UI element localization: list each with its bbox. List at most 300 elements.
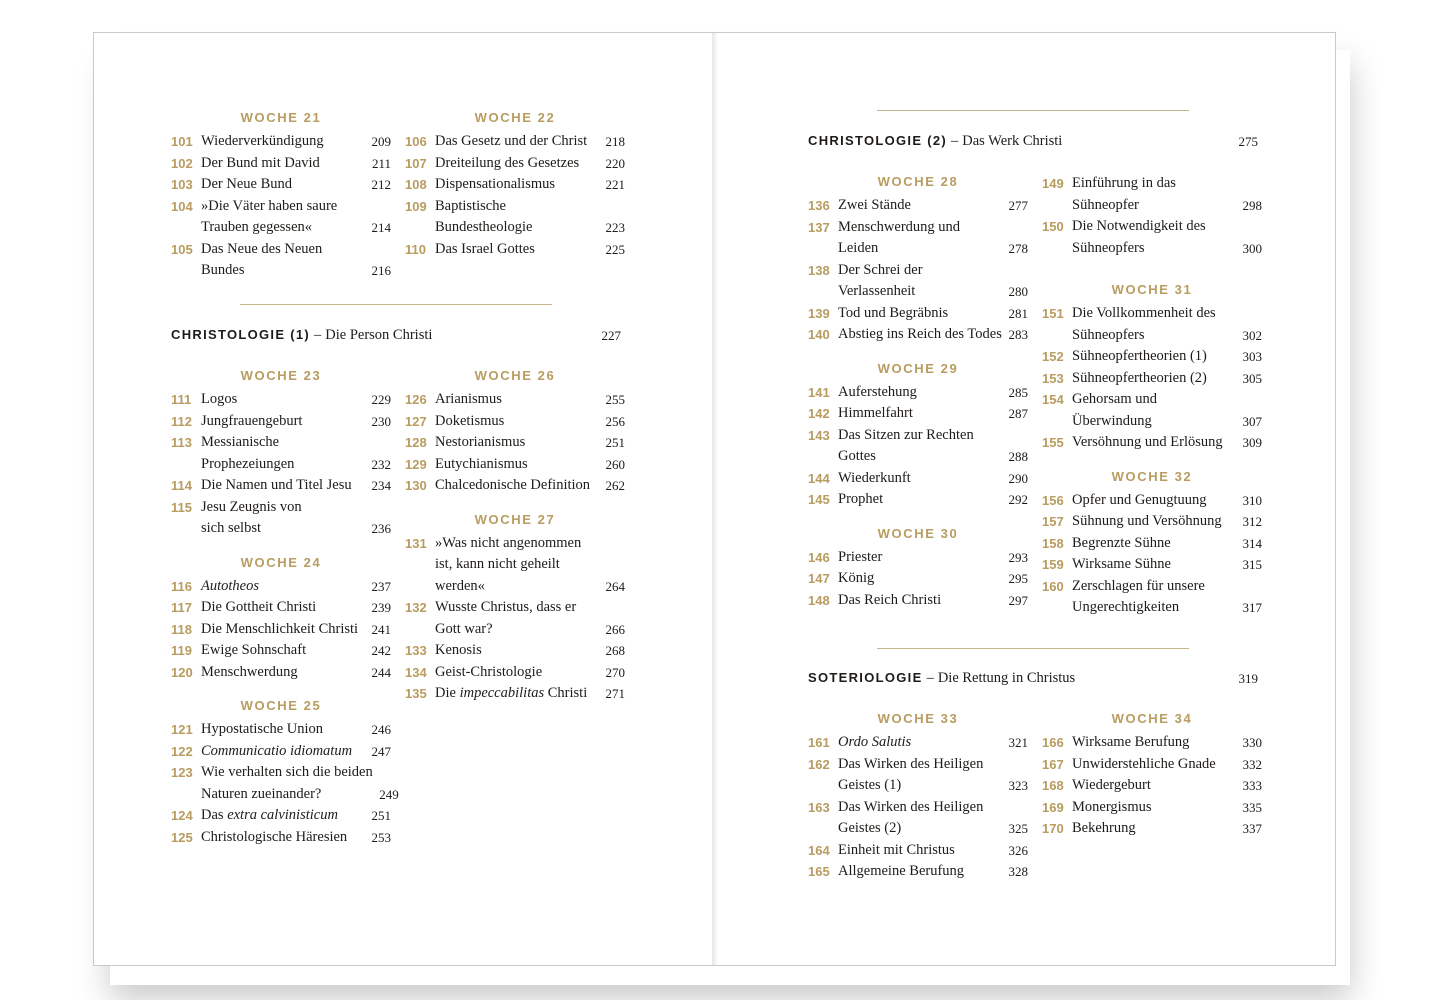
entry-number: 110 bbox=[405, 241, 426, 257]
toc-entry bbox=[171, 719, 391, 741]
entry-number: 159 bbox=[1042, 557, 1064, 572]
entry-title-line: Doketismus bbox=[435, 412, 505, 429]
entry-number: 156 bbox=[1042, 492, 1064, 508]
entry-number: 143 bbox=[808, 427, 830, 443]
entry-title-line: werden« bbox=[435, 577, 485, 594]
entry-page: 314 bbox=[1242, 535, 1262, 551]
entry-title-line: Menschwerdung bbox=[201, 663, 298, 680]
toc-entry bbox=[171, 174, 391, 196]
entry-title bbox=[1072, 754, 1236, 776]
entry-number: 167 bbox=[1042, 756, 1064, 772]
entry-number: 108 bbox=[405, 177, 427, 192]
entry-page: 237 bbox=[371, 578, 391, 594]
entry-title-line bbox=[435, 683, 599, 705]
entry-number: 163 bbox=[808, 799, 830, 815]
entry-page: 251 bbox=[371, 808, 391, 823]
toc-entry bbox=[405, 683, 625, 705]
entry-title bbox=[201, 131, 365, 153]
entry-page: 303 bbox=[1242, 349, 1262, 364]
entry-number: 149 bbox=[1042, 176, 1064, 191]
entry-number: 148 bbox=[808, 592, 830, 608]
entry-title bbox=[201, 432, 365, 475]
entry-title-line: Auferstehung bbox=[838, 383, 917, 400]
toc-entry bbox=[808, 754, 1028, 797]
entry-title-line: Nestorianismus bbox=[435, 434, 526, 450]
toc-entry bbox=[171, 741, 391, 763]
entry-title bbox=[435, 640, 599, 662]
entry-title-line: Jesu Zeugnis von bbox=[201, 498, 302, 515]
entry-title bbox=[1072, 389, 1236, 432]
entry-title-line: Sühneopfers bbox=[1072, 239, 1145, 256]
toc-entry bbox=[808, 861, 1028, 883]
entry-title bbox=[838, 195, 1002, 217]
entry-title-line: Dispensationalismus bbox=[435, 176, 556, 192]
entry-title-line: Wiederverkündigung bbox=[201, 133, 324, 149]
entry-title-line: Verlassenheit bbox=[838, 283, 916, 299]
entry-number: 105 bbox=[171, 241, 193, 257]
toc-entry bbox=[171, 475, 391, 497]
entry-title-line: Christologische Häresien bbox=[201, 828, 348, 845]
entry-page: 333 bbox=[1242, 778, 1262, 793]
entry-number: 102 bbox=[171, 155, 193, 171]
entry-page: 307 bbox=[1242, 413, 1262, 429]
section-heading bbox=[808, 129, 1258, 153]
entry-title-line: Naturen zueinander? bbox=[201, 785, 322, 802]
entry-page: 251 bbox=[605, 435, 625, 450]
entry-title bbox=[435, 475, 599, 497]
toc-entry bbox=[808, 590, 1028, 612]
entry-page: 223 bbox=[605, 220, 625, 235]
entry-title-line: Das Israel Gottes bbox=[435, 240, 535, 257]
toc-entry bbox=[1042, 490, 1262, 512]
section-page: 275 bbox=[1238, 134, 1258, 149]
entry-title-text: Die bbox=[435, 685, 460, 701]
entry-title bbox=[435, 174, 599, 196]
entry-title-line: Jungfrauengeburt bbox=[201, 412, 303, 429]
entry-page: 229 bbox=[371, 392, 391, 407]
entry-page: 271 bbox=[605, 686, 625, 701]
toc-entry bbox=[808, 195, 1028, 217]
week-heading: WOCHE 29 bbox=[877, 360, 959, 376]
entry-title-line: Dreiteilung des Gesetzes bbox=[435, 154, 580, 171]
week-spacer bbox=[1042, 454, 1262, 466]
week-spacer bbox=[171, 683, 391, 695]
week-heading: WOCHE 28 bbox=[877, 174, 959, 189]
toc-entry bbox=[405, 153, 625, 175]
entry-number: 131 bbox=[405, 535, 427, 551]
toc-entry bbox=[405, 411, 625, 433]
toc-entry bbox=[405, 454, 625, 476]
week-heading: WOCHE 21 bbox=[240, 110, 322, 125]
entry-title bbox=[201, 576, 365, 598]
entry-title-line: Messianische bbox=[201, 434, 280, 450]
entry-title bbox=[838, 590, 1002, 612]
entry-title-line: ist, kann nicht geheilt bbox=[435, 556, 560, 572]
entry-title-line: Sühnung und Versöhnung bbox=[1072, 513, 1222, 529]
entry-number: 161 bbox=[808, 735, 830, 750]
entry-title-line: Das Wirken des Heiligen bbox=[838, 755, 984, 772]
entry-title-line: Versöhnung und Erlösung bbox=[1072, 434, 1223, 450]
toc-entry bbox=[808, 425, 1028, 468]
entry-number: 152 bbox=[1042, 349, 1064, 364]
entry-number: 113 bbox=[171, 435, 192, 450]
entry-title-line: Sühneopfers bbox=[1072, 326, 1145, 343]
entry-title bbox=[201, 475, 365, 497]
entry-title-line: Wiedergeburt bbox=[1072, 777, 1151, 793]
entry-title bbox=[838, 797, 1002, 840]
entry-number: 166 bbox=[1042, 735, 1064, 750]
entry-title-line: Einführung in das bbox=[1072, 175, 1176, 191]
entry-title bbox=[1072, 576, 1236, 619]
entry-number: 116 bbox=[171, 578, 192, 594]
entry-page: 264 bbox=[605, 578, 625, 594]
week-spacer bbox=[808, 346, 1028, 358]
section-dash: – bbox=[314, 327, 322, 343]
entry-title-line: Der Schrei der bbox=[838, 261, 923, 278]
entry-number: 170 bbox=[1042, 821, 1064, 836]
entry-title bbox=[838, 489, 1002, 511]
toc-entry bbox=[405, 597, 625, 640]
entry-page: 221 bbox=[605, 177, 625, 192]
entry-number: 162 bbox=[808, 756, 830, 772]
toc-entry bbox=[171, 805, 391, 827]
entry-title-line: Wirksame Berufung bbox=[1072, 734, 1190, 750]
toc-entry bbox=[1042, 754, 1262, 776]
entry-page: 209 bbox=[371, 134, 391, 149]
entry-title-line: Opfer und Genugtuung bbox=[1072, 491, 1207, 508]
toc-column bbox=[808, 708, 1028, 883]
entry-number: 150 bbox=[1042, 219, 1064, 234]
entry-title bbox=[838, 303, 1002, 325]
section-name: SOTERIOLOGIE bbox=[808, 670, 923, 685]
week-heading: WOCHE 24 bbox=[240, 554, 322, 570]
entry-page: 302 bbox=[1242, 327, 1262, 343]
toc-entry bbox=[1042, 511, 1262, 533]
week-spacer bbox=[808, 511, 1028, 523]
entry-title-line: Das Sitzen zur Rechten bbox=[838, 426, 974, 443]
entry-title bbox=[838, 861, 1002, 883]
entry-title bbox=[1072, 346, 1236, 368]
entry-title-line: Kenosis bbox=[435, 642, 482, 658]
toc-entry bbox=[405, 475, 625, 497]
entry-number: 147 bbox=[808, 571, 830, 586]
week-heading: WOCHE 30 bbox=[877, 525, 959, 541]
entry-title-line: Menschwerdung und bbox=[838, 218, 961, 235]
entry-number: 164 bbox=[808, 842, 830, 858]
toc-entry bbox=[405, 662, 625, 684]
toc-entry bbox=[808, 547, 1028, 569]
toc-entry bbox=[405, 432, 625, 454]
entry-number: 101 bbox=[171, 134, 193, 149]
entry-number: 121 bbox=[171, 722, 193, 737]
entry-number: 141 bbox=[808, 384, 830, 400]
entry-title-text: Christi bbox=[544, 685, 588, 701]
entry-page: 270 bbox=[605, 664, 625, 680]
entry-number: 118 bbox=[171, 621, 192, 637]
toc-entry bbox=[1042, 797, 1262, 819]
entry-number: 125 bbox=[171, 829, 193, 845]
entry-title-line: Wusste Christus, dass er bbox=[435, 599, 577, 615]
toc-entry bbox=[405, 640, 625, 662]
entry-page: 295 bbox=[1008, 571, 1028, 586]
entry-page: 211 bbox=[371, 155, 391, 171]
entry-page: 297 bbox=[1008, 592, 1028, 608]
entry-number: 142 bbox=[808, 406, 830, 421]
entry-number: 154 bbox=[1042, 392, 1064, 407]
entry-title bbox=[1072, 775, 1236, 797]
week-heading: WOCHE 32 bbox=[1111, 468, 1193, 484]
entry-title-line: Überwindung bbox=[1072, 412, 1152, 429]
entry-title bbox=[201, 762, 373, 805]
entry-title bbox=[201, 640, 365, 662]
entry-title bbox=[435, 411, 599, 433]
toc-entry bbox=[1042, 389, 1262, 432]
toc-entry bbox=[171, 497, 391, 540]
entry-title bbox=[201, 662, 365, 684]
toc-column bbox=[1042, 173, 1262, 259]
entry-title-line: Ewige Sohnschaft bbox=[201, 642, 307, 658]
entry-title-line: Chalcedonische Definition bbox=[435, 477, 591, 493]
entry-title bbox=[435, 454, 599, 476]
entry-title-line: Begrenzte Sühne bbox=[1072, 534, 1171, 551]
entry-title-line bbox=[201, 805, 365, 827]
entry-title-line: Priester bbox=[838, 548, 883, 565]
entry-number: 128 bbox=[405, 435, 427, 450]
week-heading: WOCHE 23 bbox=[240, 368, 322, 383]
entry-page: 256 bbox=[605, 413, 625, 429]
toc-entry bbox=[808, 324, 1028, 346]
toc-entry bbox=[171, 239, 391, 282]
toc-column bbox=[405, 365, 625, 705]
toc-column bbox=[171, 107, 391, 282]
entry-page: 242 bbox=[371, 643, 391, 658]
entry-number: 120 bbox=[171, 664, 193, 680]
entry-number: 114 bbox=[171, 478, 192, 493]
entry-page: 288 bbox=[1008, 449, 1028, 464]
entry-page: 220 bbox=[605, 155, 625, 171]
entry-number: 107 bbox=[405, 155, 427, 171]
entry-number: 165 bbox=[808, 864, 830, 879]
entry-number: 138 bbox=[808, 262, 830, 278]
entry-number: 109 bbox=[405, 198, 427, 214]
entry-title-line: Prophet bbox=[838, 491, 884, 507]
entry-number: 115 bbox=[171, 499, 192, 515]
entry-page: 236 bbox=[371, 521, 391, 536]
entry-page: 321 bbox=[1008, 735, 1028, 750]
entry-page: 266 bbox=[605, 621, 625, 637]
entry-page: 285 bbox=[1008, 384, 1028, 400]
entry-title-line: Einheit mit Christus bbox=[838, 841, 955, 858]
entry-title bbox=[201, 389, 365, 411]
section-name: CHRISTOLOGIE (1) bbox=[171, 327, 311, 342]
section-divider bbox=[877, 110, 1189, 111]
entry-title-line: Sühneopfertheorien (2) bbox=[1072, 369, 1207, 386]
entry-title-line: »Die Väter haben saure bbox=[201, 197, 338, 214]
entry-number: 103 bbox=[171, 177, 193, 192]
entry-number: 135 bbox=[405, 686, 427, 701]
section-heading bbox=[808, 666, 1258, 690]
entry-title-line: »Was nicht angenommen bbox=[435, 534, 582, 551]
section-dash: – bbox=[926, 670, 934, 686]
toc-entry bbox=[808, 732, 1028, 754]
entry-number: 144 bbox=[808, 470, 830, 486]
entry-number: 127 bbox=[405, 413, 427, 429]
entry-title bbox=[201, 497, 365, 540]
entry-title bbox=[1072, 797, 1236, 819]
toc-entry bbox=[171, 619, 391, 641]
toc-entry bbox=[171, 196, 391, 239]
entry-title bbox=[201, 597, 365, 619]
entry-title-line: Das Reich Christi bbox=[838, 591, 942, 608]
entry-page: 323 bbox=[1008, 778, 1028, 793]
entry-page: 328 bbox=[1008, 864, 1028, 879]
section-subtitle: Die Person Christi bbox=[325, 327, 433, 343]
entry-title bbox=[1072, 533, 1236, 555]
entry-number: 169 bbox=[1042, 799, 1064, 815]
entry-page: 300 bbox=[1242, 240, 1262, 256]
entry-number: 157 bbox=[1042, 514, 1064, 529]
entry-page: 260 bbox=[605, 456, 625, 472]
entry-title bbox=[838, 468, 1002, 490]
entry-page: 241 bbox=[371, 621, 391, 637]
week-heading: WOCHE 25 bbox=[240, 698, 322, 713]
entry-title-line: Himmelfahrt bbox=[838, 405, 913, 421]
entry-title bbox=[1072, 432, 1236, 454]
entry-title-line: Geist-Christologie bbox=[435, 663, 543, 680]
entry-title-line: Abstieg ins Reich des Todes bbox=[838, 326, 1002, 342]
entry-title bbox=[435, 533, 599, 598]
entry-title bbox=[838, 425, 1002, 468]
toc-entry bbox=[171, 762, 399, 805]
entry-page: 247 bbox=[371, 743, 391, 759]
entry-page: 277 bbox=[1008, 198, 1028, 213]
entry-title-line: Sühneopfertheorien (1) bbox=[1072, 348, 1207, 364]
week-heading: WOCHE 34 bbox=[1111, 711, 1193, 726]
entry-title-line: Prophezeiungen bbox=[201, 455, 295, 472]
toc-entry bbox=[405, 389, 625, 411]
entry-page: 230 bbox=[371, 413, 391, 429]
entry-page: 330 bbox=[1242, 735, 1262, 750]
section-subtitle: Die Rettung in Christus bbox=[937, 670, 1076, 686]
entry-page: 326 bbox=[1008, 842, 1028, 858]
entry-title-text: Das bbox=[201, 807, 228, 823]
toc-entry bbox=[1042, 303, 1262, 346]
entry-title bbox=[435, 153, 599, 175]
entry-number: 129 bbox=[405, 456, 427, 472]
entry-title-line: Gehorsam und bbox=[1072, 391, 1157, 407]
toc-entry bbox=[1042, 533, 1262, 555]
toc-column bbox=[171, 365, 399, 848]
entry-title-line: Unwiderstehliche Gnade bbox=[1072, 755, 1216, 772]
week-heading: WOCHE 27 bbox=[474, 511, 556, 527]
entry-page: 253 bbox=[371, 829, 391, 845]
toc-entry bbox=[808, 797, 1028, 840]
entry-title-line: Die Notwendigkeit des bbox=[1072, 218, 1206, 234]
entry-page: 218 bbox=[605, 134, 625, 149]
entry-number: 160 bbox=[1042, 578, 1064, 594]
toc-entry bbox=[808, 840, 1028, 862]
entry-title-line: sich selbst bbox=[201, 520, 262, 536]
section-divider bbox=[240, 304, 552, 305]
entry-title bbox=[838, 382, 1002, 404]
entry-title bbox=[838, 568, 1002, 590]
entry-title-line: Wiederkunft bbox=[838, 469, 911, 486]
entry-title bbox=[201, 239, 365, 282]
entry-title bbox=[1072, 303, 1236, 346]
entry-page: 232 bbox=[371, 456, 391, 472]
entry-title-line: Tod und Begräbnis bbox=[838, 304, 949, 321]
entry-number: 111 bbox=[171, 392, 192, 407]
entry-number: 133 bbox=[405, 643, 427, 658]
entry-title bbox=[435, 239, 599, 261]
toc-column bbox=[1042, 279, 1262, 619]
toc-entry bbox=[171, 389, 391, 411]
entry-number: 140 bbox=[808, 327, 830, 342]
toc-column bbox=[1042, 708, 1262, 840]
entry-title-line: Allgemeine Berufung bbox=[838, 863, 965, 879]
section-name: CHRISTOLOGIE (2) bbox=[808, 133, 948, 148]
entry-title-line: Eutychianismus bbox=[435, 455, 528, 472]
entry-title-italic: impeccabilitas bbox=[459, 685, 545, 701]
entry-title-line: Wie verhalten sich die beiden bbox=[201, 764, 373, 780]
week-heading: WOCHE 26 bbox=[474, 368, 556, 383]
toc-entry bbox=[171, 827, 391, 849]
week-spacer bbox=[171, 540, 391, 552]
entry-page: 315 bbox=[1242, 557, 1262, 572]
entry-title bbox=[435, 683, 599, 705]
entry-title-line: Das Neue des Neuen bbox=[201, 240, 323, 257]
entry-number: 126 bbox=[405, 392, 427, 407]
entry-title-line: Baptistische bbox=[435, 197, 506, 214]
toc-entry bbox=[808, 489, 1028, 511]
toc-entry bbox=[808, 468, 1028, 490]
toc-entry bbox=[808, 382, 1028, 404]
entry-number: 104 bbox=[171, 198, 193, 214]
entry-title bbox=[201, 741, 365, 763]
entry-title-line: Der Neue Bund bbox=[201, 176, 293, 192]
entry-page: 337 bbox=[1242, 821, 1262, 836]
entry-title-line: Zwei Stände bbox=[838, 197, 911, 213]
toc-entry bbox=[405, 196, 625, 239]
entry-number: 123 bbox=[171, 765, 193, 780]
entry-title-line: Geistes (1) bbox=[838, 777, 902, 793]
section-page: 319 bbox=[1238, 671, 1258, 686]
entry-number: 168 bbox=[1042, 778, 1064, 793]
entry-title-line: Sühneopfer bbox=[1072, 196, 1139, 213]
section-heading bbox=[171, 323, 621, 347]
entry-page: 244 bbox=[371, 664, 391, 680]
toc-entry bbox=[405, 131, 625, 153]
entry-page: 309 bbox=[1242, 435, 1262, 450]
toc-entry bbox=[1042, 732, 1262, 754]
entry-number: 134 bbox=[405, 664, 427, 680]
toc-entry bbox=[808, 568, 1028, 590]
entry-title-line: Die Gottheit Christi bbox=[201, 599, 317, 615]
entry-title bbox=[1072, 490, 1236, 512]
toc-entry bbox=[1042, 775, 1262, 797]
toc-entry bbox=[808, 403, 1028, 425]
entry-page: 317 bbox=[1242, 600, 1262, 615]
week-heading: WOCHE 22 bbox=[474, 110, 556, 125]
entry-title-line: Arianismus bbox=[435, 391, 502, 407]
entry-number: 124 bbox=[171, 808, 193, 823]
entry-title-line: Zerschlagen für unsere bbox=[1072, 577, 1205, 594]
toc-entry bbox=[808, 260, 1028, 303]
entry-title bbox=[201, 153, 365, 175]
toc-entry bbox=[171, 131, 391, 153]
entry-title bbox=[435, 432, 599, 454]
entry-title bbox=[435, 389, 599, 411]
